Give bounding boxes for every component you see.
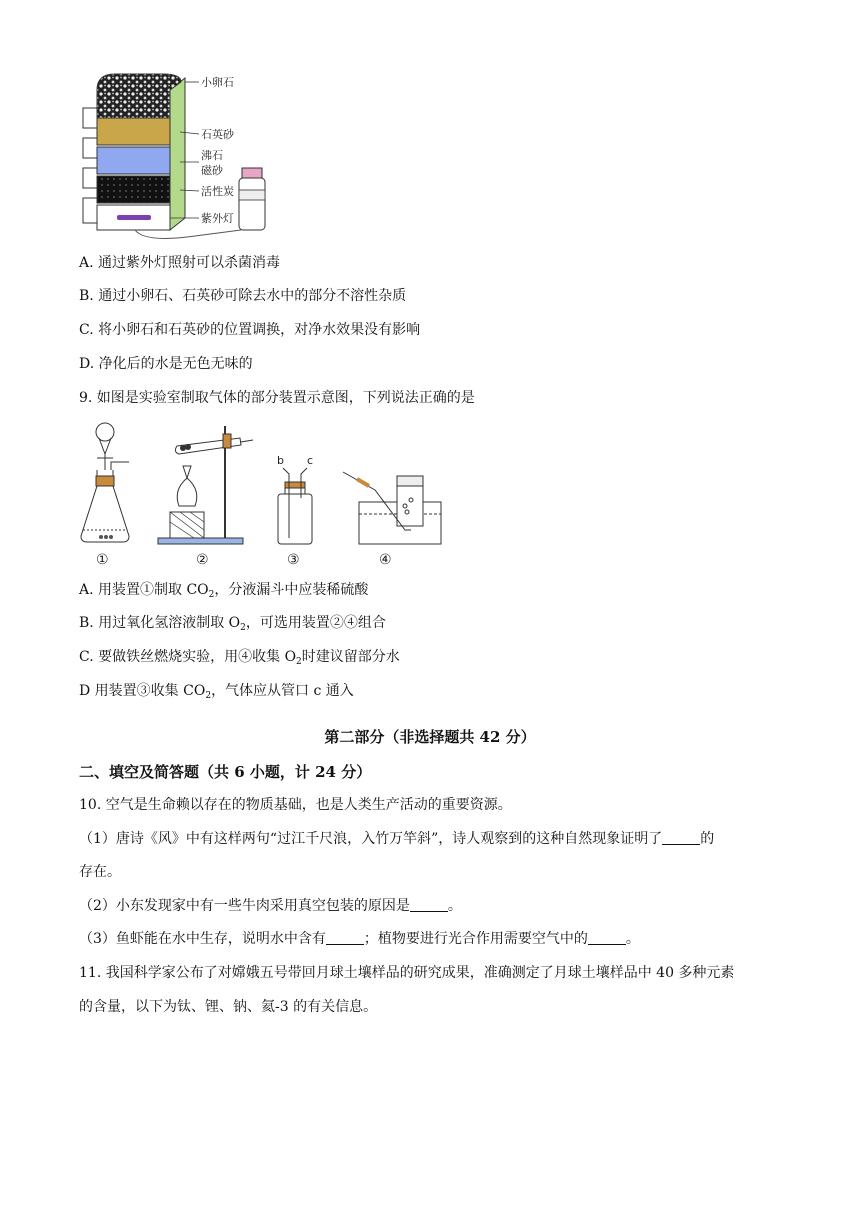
tube-label-c: c (307, 454, 314, 467)
q10-part1-cont: 存在。 (79, 864, 121, 880)
q8-option-a: A. 通过紫外灯照射可以杀菌消毒 (79, 255, 281, 271)
part2-title: 第二部分（非选择题共 42 分） (324, 728, 536, 746)
q10-part1: （1）唐诗《风》中有这样两句“过江千尺浪，入竹万竿斜”，诗人观察到的这种自然现象证明了 的 (79, 831, 715, 847)
q10-part2: （2）小东发现家中有一些牛肉采用真空包装的原因是 。 (79, 898, 462, 914)
q10-part3: （3）鱼虾能在水中生存，说明水中含有 ；植物要进行光合作用需要空气中的 。 (79, 931, 640, 947)
zeolite-layer (97, 147, 170, 174)
q9-option-a: A. 用装置①制取 $CO_2$，分液漏斗中应装稀硫酸 (79, 582, 369, 600)
section2-title: 二、填空及简答题（共 6 小题，计 24 分） (79, 763, 372, 781)
answer-blank[interactable] (326, 930, 364, 945)
pebble-layer (97, 74, 181, 118)
q9-option-c: C. 要做铁丝燃烧实验，用④收集 $O_2$时建议留部分水 (79, 649, 400, 667)
q8-option-d: D. 净化后的水是无色无味的 (79, 356, 253, 372)
apparatus-3 (277, 454, 313, 568)
apparatus-2 (158, 426, 253, 568)
answer-blank[interactable] (588, 930, 626, 945)
q11-line2: 的含量，以下为钛、锂、钠、氦-3 的有关信息。 (79, 999, 378, 1015)
apparatus-1 (81, 423, 129, 568)
apparatus-3-label: ③ (287, 552, 300, 568)
quartz-sand-layer (97, 118, 170, 145)
label-pebbles: 小卵石 (201, 76, 234, 89)
q8-option-c: C. 将小卵石和石英砂的位置调换，对净水效果没有影响 (79, 322, 421, 338)
q8-option-b: B. 通过小卵石、石英砂可除去水中的部分不溶性杂质 (79, 288, 407, 304)
label-quartz-sand: 石英砂 (201, 128, 234, 141)
label-magnetite: 磁砂 (201, 164, 223, 177)
answer-blank[interactable] (662, 830, 700, 845)
apparatus-2-label: ② (196, 552, 209, 568)
answer-blank[interactable] (410, 897, 448, 912)
carbon-layer (97, 176, 170, 203)
label-activated-carbon: 活性炭 (201, 185, 234, 198)
q10-stem: 10. 空气是生命赖以存在的物质基础，也是人类生产活动的重要资源。 (79, 797, 512, 813)
q11-line1: 11. 我国科学家公布了对嫦娥五号带回月球土壤样品的研究成果，准确测定了月球土壤样品中 40 多种元素 (79, 965, 735, 981)
q9-stem: 9. 如图是实验室制取气体的部分装置示意图，下列说法正确的是 (79, 390, 475, 406)
q9-option-d: D 用装置③收集 $CO_2$，气体应从管口 c 通入 (79, 683, 354, 701)
label-zeolite: 沸石 (201, 149, 223, 162)
apparatus-1-label: ① (96, 552, 109, 568)
apparatus-4 (343, 472, 441, 568)
tube-label-b: b (277, 454, 284, 467)
label-uv-lamp: 紫外灯 (201, 212, 234, 225)
q9-option-b: B. 用过氧化氢溶液制取 $O_2$，可选用装置②④组合 (79, 615, 386, 633)
water-purifier-figure (75, 68, 275, 240)
uv-lamp (117, 215, 151, 220)
gas-apparatus-figure (75, 418, 455, 570)
apparatus-4-label: ④ (379, 552, 392, 568)
